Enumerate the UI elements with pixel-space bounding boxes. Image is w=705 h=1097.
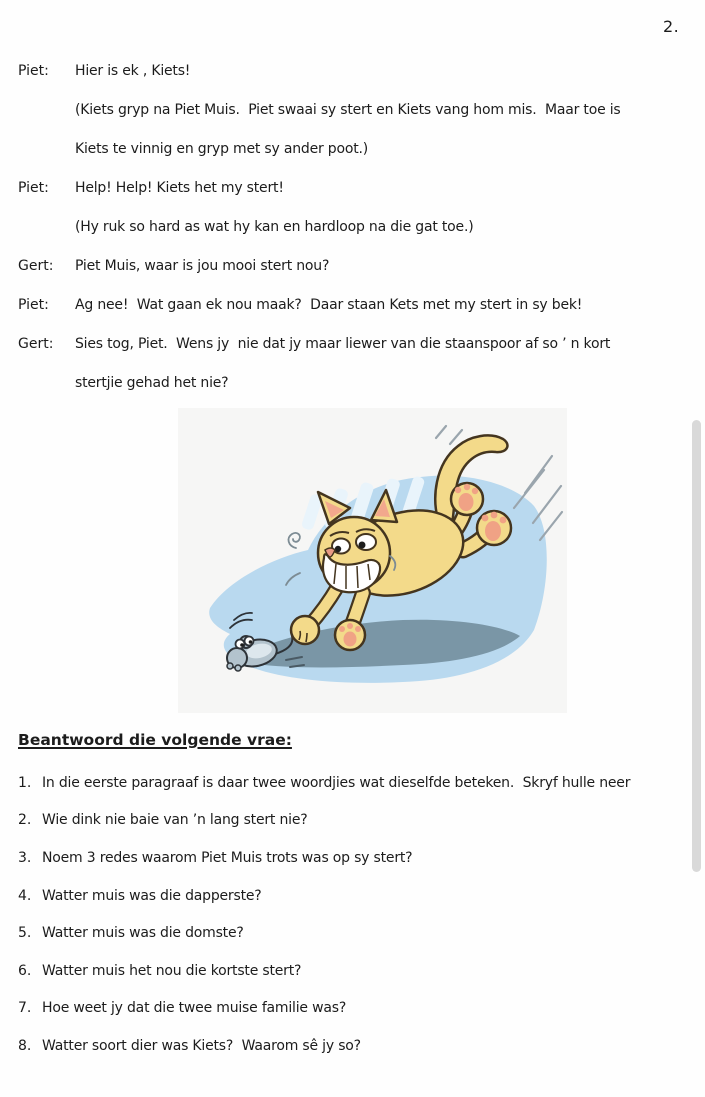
question-number: 7.: [18, 1000, 32, 1017]
dialogue-block: [18, 52, 705, 402]
dialogue-text: Ag nee! Wat gaan ek nou maak? Daar staan Kets met my stert in sy bek!: [75, 296, 583, 313]
question-number: 4.: [18, 887, 32, 904]
dialogue-text: stertjie gehad het nie?: [75, 374, 229, 391]
question-text: Hoe weet jy dat die twee muise familie was?: [42, 1000, 347, 1017]
dialogue-line: [18, 246, 705, 285]
speaker-label: Gert:: [18, 257, 54, 274]
story-image: [178, 408, 567, 713]
cat-and-mouse-illustration: [178, 408, 567, 713]
question-number: 8.: [18, 1037, 32, 1054]
dialogue-line: [18, 208, 705, 247]
dialogue-text: (Hy ruk so hard as wat hy kan en hardloop na die gat toe.): [75, 219, 474, 235]
dialogue-text: (Kiets gryp na Piet Muis. Piet swaai sy stert en Kiets vang hom mis. Maar toe is: [75, 102, 621, 119]
front-paw: [335, 620, 365, 650]
hind-paw: [477, 511, 511, 545]
dialogue-text: Help! Help! Kiets het my stert!: [75, 180, 284, 197]
dialogue-line: [18, 363, 705, 402]
question-text: Noem 3 redes waarom Piet Muis trots was op sy stert?: [42, 849, 413, 866]
questions-heading: Beantwoord die volgende vrae:: [18, 731, 292, 749]
hind-paw: [451, 483, 483, 515]
page-number: 2.: [663, 17, 680, 36]
dialogue-line: [18, 91, 705, 130]
dialogue-line: [18, 324, 705, 363]
speaker-label: Gert:: [18, 335, 54, 352]
question-number: 5.: [18, 925, 32, 942]
question-text: Watter soort dier was Kiets? Waarom sê jy so?: [42, 1037, 361, 1054]
dialogue-text: Hier is ek , Kiets!: [75, 63, 191, 80]
question-item: [18, 990, 705, 1028]
question-number: 1.: [18, 774, 32, 791]
dialogue-text: Kiets te vinnig en gryp met sy ander poot.): [75, 141, 369, 158]
front-paw: [291, 616, 319, 644]
dialogue-line: [18, 130, 705, 169]
question-text: Watter muis was die domste?: [42, 925, 244, 942]
question-item: [18, 802, 705, 840]
question-item: [18, 877, 705, 915]
question-number: 2.: [18, 812, 32, 829]
question-item: [18, 914, 705, 952]
question-item: [18, 1027, 705, 1065]
question-item: [18, 839, 705, 877]
question-item: [18, 764, 705, 802]
question-item: [18, 952, 705, 990]
speaker-label: Piet:: [18, 63, 49, 80]
question-text: Watter muis het nou die kortste stert?: [42, 962, 302, 979]
question-text: Wie dink nie baie van ’n lang stert nie?: [42, 812, 308, 829]
dialogue-line: [18, 169, 705, 208]
question-text: In die eerste paragraaf is daar twee woordjies wat dieselfde beteken. Skryf hulle neer: [42, 774, 631, 791]
question-text: Watter muis was die dapperste?: [42, 887, 262, 904]
scrollbar-thumb[interactable]: [692, 420, 701, 872]
dialogue-text: Sies tog, Piet. Wens jy nie dat jy maar liewer van die staanspoor af so ’ n kort: [75, 335, 611, 352]
questions-block: [18, 764, 705, 1065]
dialogue-line: [18, 285, 705, 324]
dialogue-text: Piet Muis, waar is jou mooi stert nou?: [75, 257, 330, 274]
speaker-label: Piet:: [18, 296, 49, 313]
question-number: 3.: [18, 849, 32, 866]
dialogue-line: [18, 52, 705, 91]
speaker-label: Piet:: [18, 180, 49, 197]
question-number: 6.: [18, 962, 32, 979]
